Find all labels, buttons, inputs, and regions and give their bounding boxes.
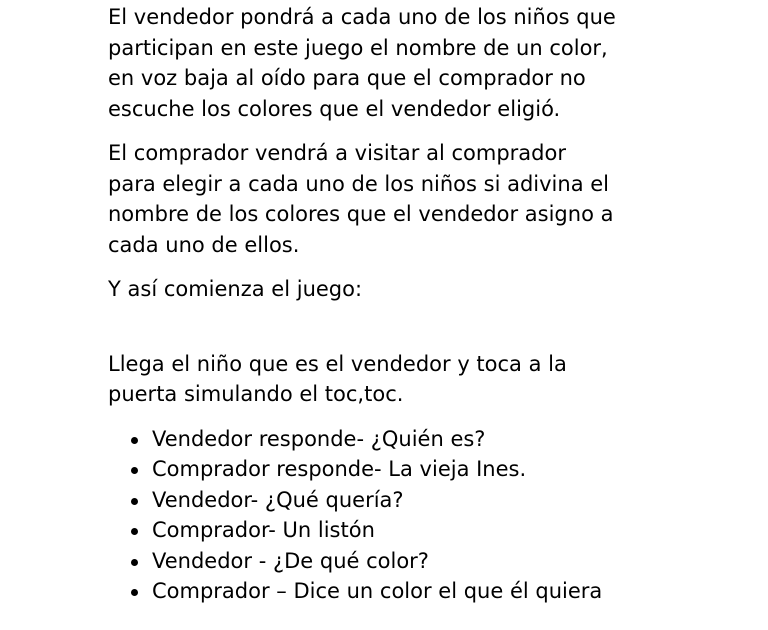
dialogue-list bbox=[108, 424, 708, 607]
list-item-text: Comprador – Dice un color el que él quiera bbox=[152, 579, 603, 603]
list-item-text: Vendedor- ¿Qué quería? bbox=[152, 487, 404, 512]
bullet-icon bbox=[131, 589, 138, 596]
bullet-icon bbox=[131, 437, 138, 444]
text-line: Llega el niño que es el vendedor y toca a la bbox=[108, 351, 567, 376]
text-line: Y así comienza el juego: bbox=[108, 277, 363, 301]
text-line: participan en este juego el nombre de un color, bbox=[108, 35, 608, 60]
list-item bbox=[108, 515, 708, 546]
bullet-icon bbox=[131, 528, 138, 535]
list-item bbox=[108, 576, 708, 607]
list-item-text: Vendedor - ¿De qué color? bbox=[152, 548, 429, 573]
text-line: puerta simulando el toc,toc. bbox=[108, 382, 404, 406]
text-line: en voz baja al oído para que el comprador no bbox=[108, 66, 586, 90]
list-item-text: Vendedor responde- ¿Quién es? bbox=[152, 426, 486, 451]
text-line: escuche los colores que el vendedor eligió. bbox=[108, 96, 561, 121]
bullet-icon bbox=[131, 467, 138, 474]
paragraph-buyer bbox=[108, 138, 708, 260]
text-line: El vendedor pondrá a cada uno de los niños que bbox=[108, 5, 616, 29]
text-line: El comprador vendrá a visitar al comprador bbox=[108, 141, 566, 165]
list-item bbox=[108, 454, 708, 485]
list-item bbox=[108, 424, 708, 455]
paragraph-intro bbox=[108, 2, 708, 124]
paragraph-game-start bbox=[108, 274, 708, 305]
list-item bbox=[108, 485, 708, 516]
document-body bbox=[108, 2, 708, 607]
bullet-icon bbox=[131, 498, 138, 505]
text-line: cada uno de ellos. bbox=[108, 232, 300, 257]
list-item-text: Comprador responde- La vieja Ines. bbox=[152, 457, 527, 481]
text-line: para elegir a cada uno de los niños si adivina el bbox=[108, 171, 609, 196]
text-line: nombre de los colores que el vendedor asigno a bbox=[108, 202, 614, 226]
bullet-icon bbox=[131, 559, 138, 566]
list-item bbox=[108, 546, 708, 577]
list-item-text: Comprador- Un listón bbox=[152, 518, 375, 542]
paragraph-knock bbox=[108, 349, 708, 410]
